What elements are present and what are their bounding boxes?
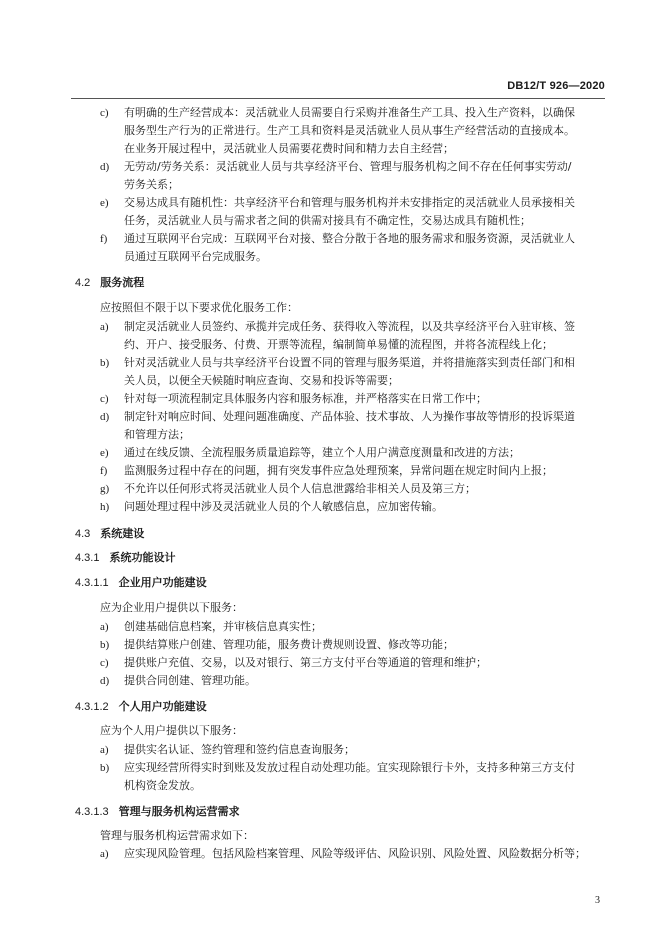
- list-item-text: 提供账户充值、交易，以及对银行、第三方支付平台等通道的管理和维护；: [124, 656, 487, 669]
- list-item-text: 监测服务过程中存在的问题，拥有突发事件应急处理预案，异常问题在规定时间内上报；: [124, 464, 553, 477]
- list-item-text: 针对灵活就业人员与共享经济平台设置不同的管理与服务渠道，并将措施落实到责任部门和相: [124, 356, 575, 369]
- section-title: 系统建设: [100, 527, 145, 540]
- section-heading: [75, 805, 240, 819]
- list-marker: f): [100, 233, 108, 245]
- list-marker: g): [100, 483, 110, 495]
- paragraph: 管理与服务机构运营需求如下：: [100, 829, 254, 842]
- section-title: 企业用户功能建设: [118, 576, 207, 589]
- list-item-text: 有明确的生产经营成本：灵活就业人员需要自行采购并准备生产工具、投入生产资料，以确保: [124, 106, 575, 119]
- section-number: 4.2: [75, 277, 91, 289]
- section-title: 系统功能设计: [109, 551, 176, 564]
- list-marker: d): [100, 161, 110, 173]
- list-item-text: 服务型生产行为的正常进行。生产工具和资料是灵活就业人员从事生产经营活动的直接成本。: [124, 124, 575, 137]
- header-rule: [71, 98, 605, 99]
- section-number: 4.3.1: [75, 552, 100, 564]
- list-item-text: 通过互联网平台完成：互联网平台对接、整合分散于各地的服务需求和服务资源，灵活就业人: [124, 232, 575, 245]
- list-item-text: 通过在线反馈、全流程服务质量追踪等，建立个人用户满意度测量和改进的方法；: [124, 446, 520, 459]
- list-item-text: 提供实名认证、签约管理和签约信息查询服务；: [124, 743, 355, 756]
- list-marker: h): [100, 501, 110, 513]
- list-item-text: 提供结算账户创建、管理功能，服务费计费规则设置、修改等功能；: [124, 638, 454, 651]
- list-marker: a): [100, 321, 109, 333]
- list-marker: c): [100, 657, 109, 669]
- list-marker: a): [100, 621, 109, 633]
- section-title: 管理与服务机构运营需求: [118, 805, 240, 818]
- list-marker: e): [100, 197, 109, 209]
- list-item-text: 创建基础信息档案，并审核信息真实性；: [124, 620, 322, 633]
- document-code: DB12/T 926—2020: [507, 80, 605, 92]
- list-marker: e): [100, 447, 109, 459]
- list-marker: a): [100, 848, 109, 860]
- list-marker: c): [100, 107, 109, 119]
- section-heading: [75, 576, 207, 590]
- list-item-text: 交易达成具有随机性：共享经济平台和管理与服务机构并未安排指定的灵活就业人员承接相关: [124, 196, 575, 209]
- list-item-text: 和管理方法；: [124, 428, 190, 441]
- list-item-text: 不允许以任何形式将灵活就业人员个人信息泄露给非相关人员及第三方；: [124, 482, 476, 495]
- section-number: 4.3.1.1: [75, 577, 109, 589]
- list-marker: d): [100, 675, 110, 687]
- list-item-text: 制定针对响应时间、处理问题准确度、产品体验、技术事故、人为操作事故等情形的投诉渠道: [124, 410, 575, 423]
- list-item-text: 在业务开展过程中，灵活就业人员需要花费时间和精力去自主经营；: [124, 142, 454, 155]
- list-marker: a): [100, 744, 109, 756]
- paragraph: 应按照但不限于以下要求优化服务工作：: [100, 301, 298, 314]
- section-title: 服务流程: [100, 276, 145, 289]
- section-heading: [75, 700, 207, 714]
- paragraph: 应为个人用户提供以下服务：: [100, 724, 243, 737]
- list-marker: b): [100, 639, 110, 651]
- list-marker: c): [100, 393, 109, 405]
- list-item-text: 员通过互联网平台完成服务。: [124, 250, 267, 263]
- page-number: 3: [595, 895, 600, 906]
- list-item-text: 关人员，以便全天候随时响应查询、交易和投诉等需要；: [124, 374, 399, 387]
- list-item-text: 无劳动/劳务关系：灵活就业人员与共享经济平台、管理与服务机构之间不存在任何事实劳动/: [124, 160, 572, 173]
- list-item-text: 提供合同创建、管理功能。: [124, 674, 256, 687]
- section-heading: [75, 551, 175, 565]
- section-number: 4.3.1.2: [75, 701, 109, 713]
- section-number: 4.3.1.3: [75, 806, 109, 818]
- list-item-text: 针对每一项流程制定具体服务内容和服务标准，并严格落实在日常工作中；: [124, 392, 487, 405]
- list-item-text: 机构资金发放。: [124, 779, 201, 792]
- list-marker: f): [100, 465, 108, 477]
- list-marker: b): [100, 357, 110, 369]
- list-marker: b): [100, 762, 110, 774]
- list-item-text: 制定灵活就业人员签约、承揽并完成任务、获得收入等流程，以及共享经济平台入驻审核、签: [124, 320, 575, 333]
- list-item-text: 应实现经营所得实时到账及发放过程自动处理功能。宜实现除银行卡外，支持多种第三方支付: [124, 761, 575, 774]
- list-item-text: 约、开户、接受服务、付费、开票等流程，编制简单易懂的流程图，并将各流程线上化；: [124, 338, 553, 351]
- list-item-text: 劳务关系；: [124, 178, 179, 191]
- section-heading: [75, 527, 144, 541]
- list-item-text: 应实现风险管理。包括风险档案管理、风险等级评估、风险识别、风险处置、风险数据分析等；: [124, 847, 586, 860]
- list-marker: d): [100, 411, 110, 423]
- section-title: 个人用户功能建设: [118, 700, 207, 713]
- section-number: 4.3: [75, 528, 91, 540]
- section-heading: [75, 276, 144, 290]
- paragraph: 应为企业用户提供以下服务：: [100, 601, 243, 614]
- list-item-text: 任务，灵活就业人员与需求者之间的供需对接具有不确定性，交易达成具有随机性；: [124, 214, 531, 227]
- list-item-text: 问题处理过程中涉及灵活就业人员的个人敏感信息，应加密传输。: [124, 500, 443, 513]
